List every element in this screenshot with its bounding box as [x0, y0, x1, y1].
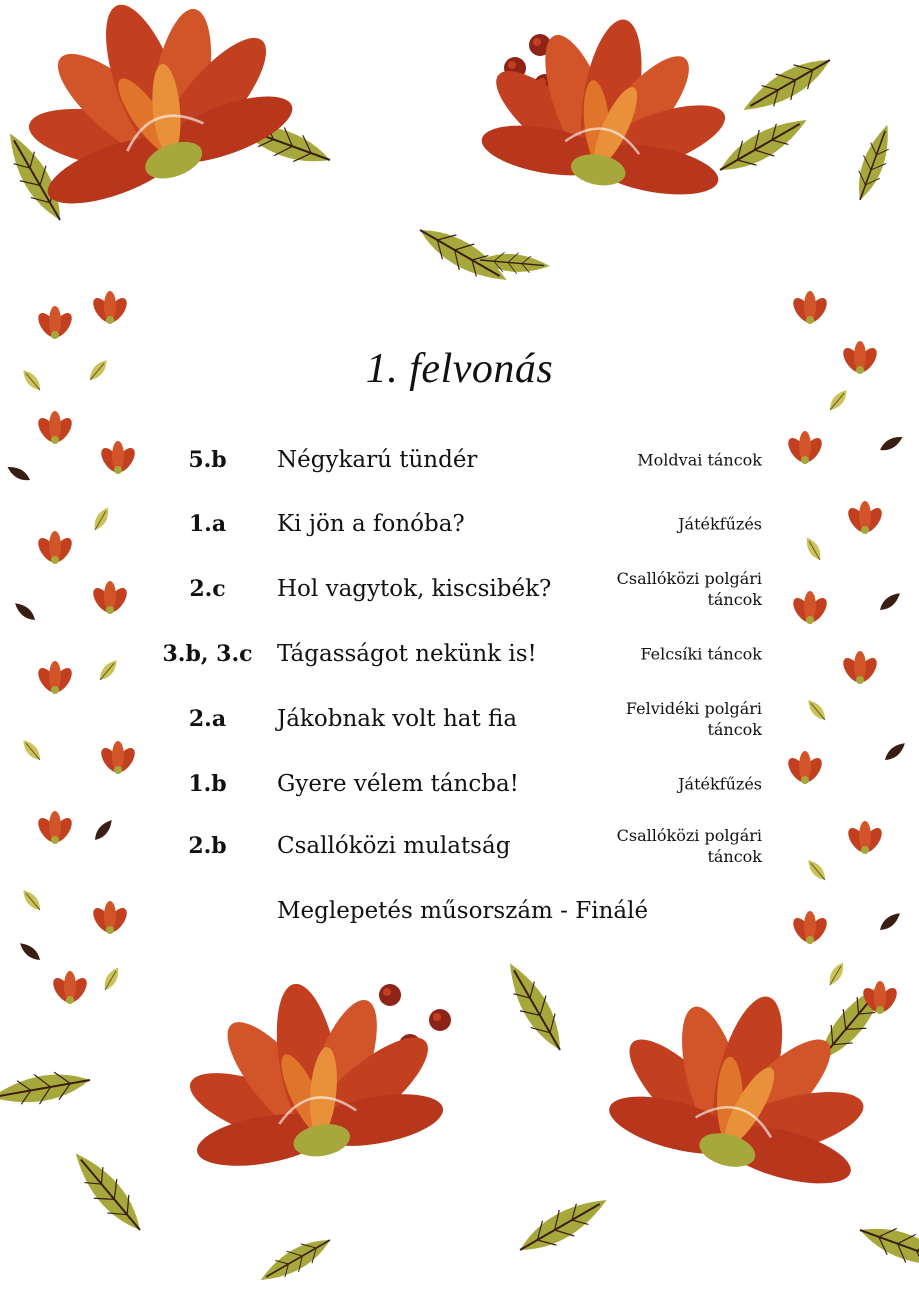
performance-title: Hol vagytok, kiscsibék? [277, 576, 552, 602]
performance-title: Csallóközi mulatság [277, 833, 511, 859]
performance-title: Ki jön a fonóba? [277, 511, 465, 537]
program-row [0, 564, 919, 614]
class-label: 1.a [188, 511, 227, 537]
program-row [0, 821, 919, 871]
program-row [0, 759, 919, 809]
performance-title: Négykarú tündér [277, 447, 478, 473]
dance-style: Játékfűzés [678, 514, 762, 534]
class-label: 1.b [188, 771, 227, 797]
finale-line: Meglepetés műsorszám - Finálé [277, 898, 649, 924]
dance-style: Felvidéki polgári táncok [625, 699, 762, 739]
dance-style: Csallóközi polgári táncok [616, 569, 762, 609]
program-row [0, 435, 919, 485]
program-row [0, 499, 919, 549]
performance-title: Gyere vélem táncba! [277, 771, 519, 797]
performance-title: Tágasságot nekünk is! [277, 641, 537, 667]
act-title: 1. felvonás [365, 346, 554, 392]
class-label: 2.a [188, 706, 227, 732]
dance-style: Csallóközi polgári táncok [616, 826, 762, 866]
dance-style: Játékfűzés [678, 774, 762, 794]
program-row [0, 694, 919, 744]
program-row [0, 629, 919, 679]
dance-style: Felcsíki táncok [640, 644, 762, 664]
class-label: 3.b, 3.c [162, 641, 253, 667]
class-label: 2.c [189, 576, 226, 602]
dance-style: Moldvai táncok [637, 450, 762, 470]
class-label: 2.b [188, 833, 227, 859]
performance-title: Jákobnak volt hat fia [277, 706, 518, 732]
class-label: 5.b [188, 447, 227, 473]
